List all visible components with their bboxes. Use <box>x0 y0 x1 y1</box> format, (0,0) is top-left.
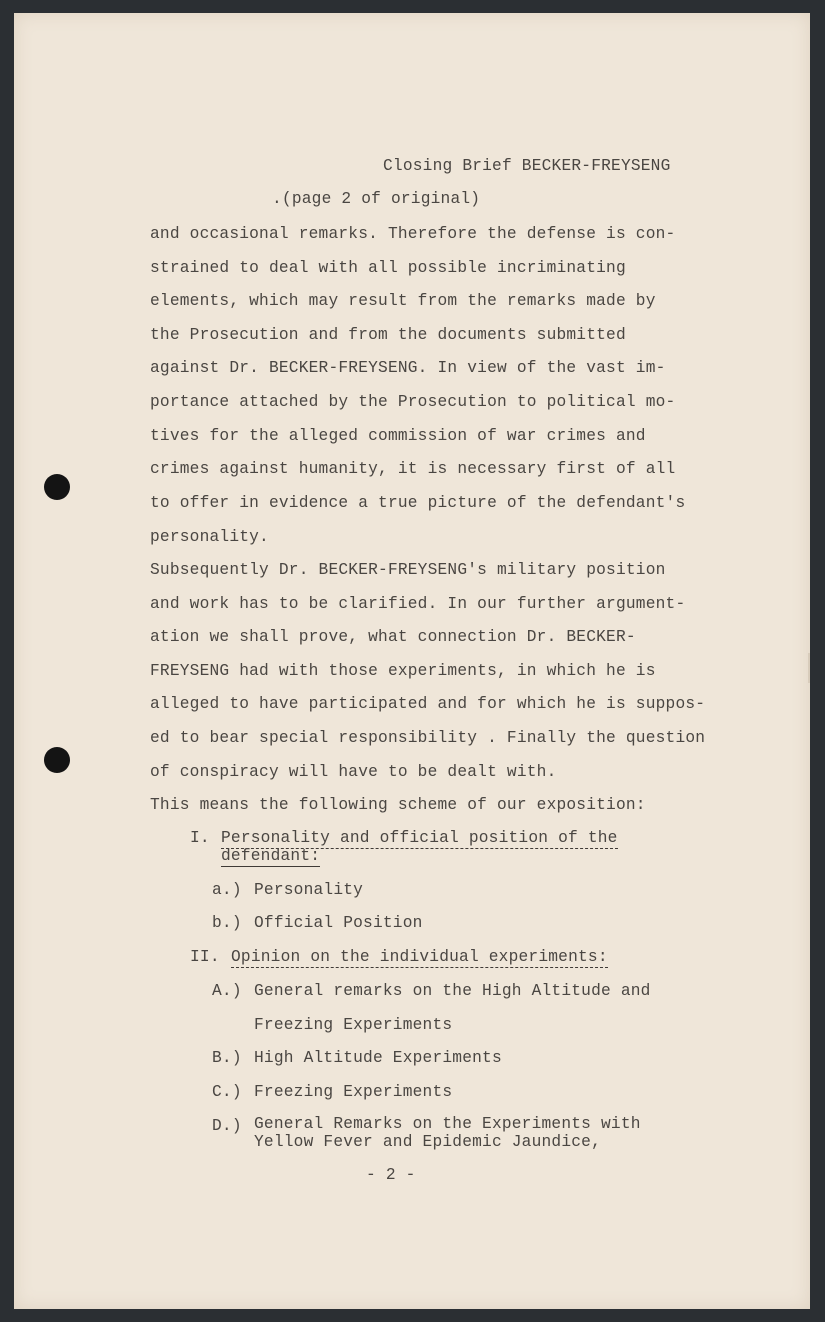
body-line: against Dr. BECKER-FREYSENG. In view of the vast im- <box>150 359 666 377</box>
outline-item-text: Official Position <box>254 914 423 932</box>
body-line: and work has to be clarified. In our further argument- <box>150 595 686 613</box>
document-title: Closing Brief BECKER-FREYSENG <box>383 157 671 175</box>
body-line: tives for the alleged commission of war crimes and <box>150 427 646 445</box>
body-line: ed to bear special responsibility . Finally the question <box>150 729 706 747</box>
body-line: crimes against humanity, it is necessary first of all <box>150 460 676 478</box>
body-line: strained to deal with all possible incriminating <box>150 259 626 277</box>
body-line: of conspiracy will have to be dealt with. <box>150 763 557 781</box>
outline-section-title: Opinion on the individual experiments: <box>231 948 608 966</box>
outline-item-label: B.) <box>212 1049 242 1067</box>
punch-hole-lower <box>44 747 70 773</box>
outline-section-numeral: II. <box>190 948 220 966</box>
outline-section-title: Personality and official position of the <box>221 829 618 847</box>
outline-section-title-continued: defendant: <box>221 847 321 865</box>
body-line: personality. <box>150 528 269 546</box>
body-line: the Prosecution and from the documents submitted <box>150 326 626 344</box>
page-fold-mark <box>808 653 810 683</box>
body-line: alleged to have participated and for which he is suppos- <box>150 695 706 713</box>
outline-item-label: C.) <box>212 1083 242 1101</box>
outline-item-text: Freezing Experiments <box>254 1083 453 1101</box>
body-line: and occasional remarks. Therefore the defense is con- <box>150 225 676 243</box>
body-line: Subsequently Dr. BECKER-FREYSENG's military position <box>150 561 666 579</box>
body-line: to offer in evidence a true picture of the defendant's <box>150 494 686 512</box>
page-number: - 2 - <box>366 1166 416 1184</box>
body-line: portance attached by the Prosecution to political mo- <box>150 393 676 411</box>
outline-item-label: b.) <box>212 914 242 932</box>
outline-item-label: A.) <box>212 982 242 1000</box>
outline-item-text: General Remarks on the Experiments with <box>254 1115 641 1133</box>
outline-item-text: High Altitude Experiments <box>254 1049 502 1067</box>
body-line: FREYSENG had with those experiments, in which he is <box>150 662 656 680</box>
outline-item-text-continued: Freezing Experiments <box>254 1016 453 1034</box>
outline-item-text: Personality <box>254 881 364 899</box>
outline-item-label: D.) <box>212 1117 242 1135</box>
body-line: ation we shall prove, what connection Dr. BECKER- <box>150 628 636 646</box>
outline-item-text-continued: Yellow Fever and Epidemic Jaundice, <box>254 1133 601 1151</box>
outline-section-numeral: I. <box>190 829 210 847</box>
page-of-original-note: .(page 2 of original) <box>272 190 481 208</box>
body-line: elements, which may result from the remarks made by <box>150 292 656 310</box>
body-line: This means the following scheme of our exposition: <box>150 796 646 814</box>
outline-item-label: a.) <box>212 881 242 899</box>
punch-hole-upper <box>44 474 70 500</box>
outline-item-text: General remarks on the High Altitude and <box>254 982 651 1000</box>
